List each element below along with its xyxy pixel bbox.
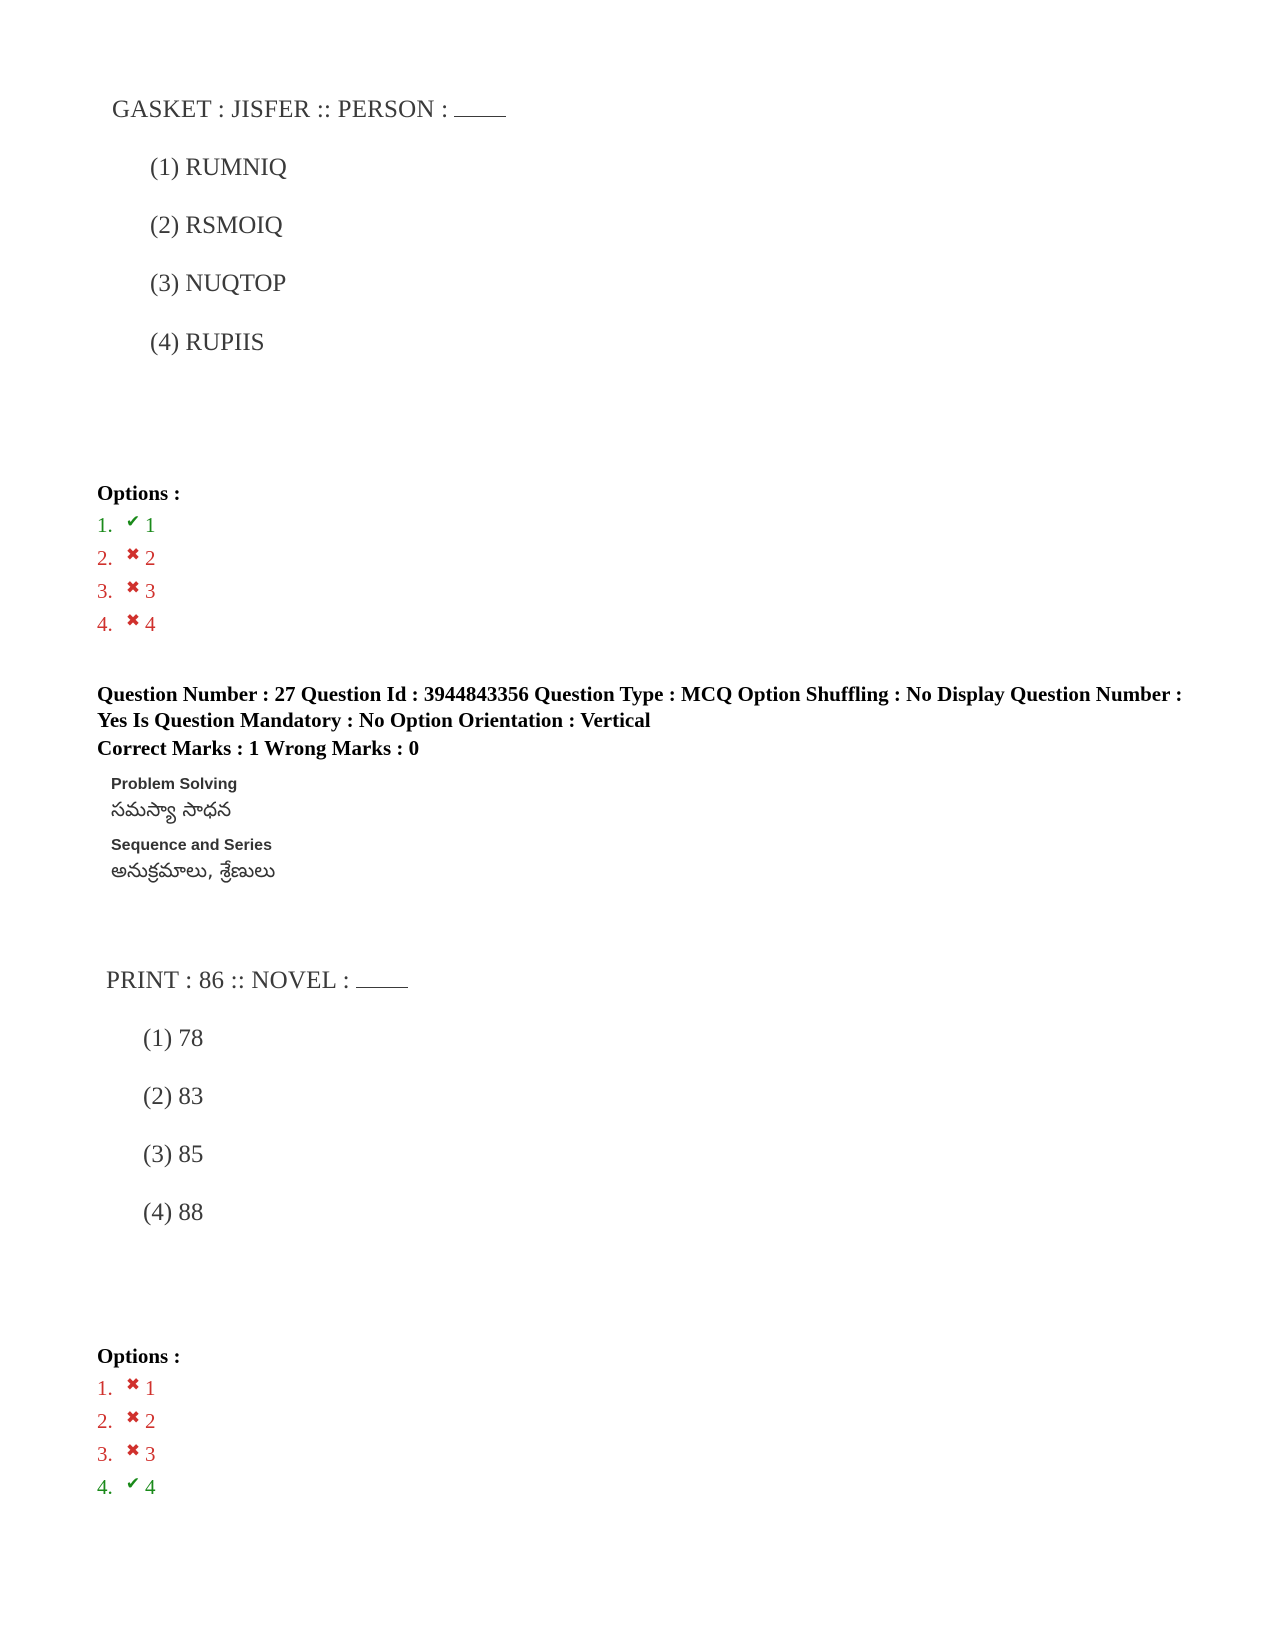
question-stem-text: GASKET : JISFER :: PERSON : bbox=[112, 96, 449, 123]
question-meta: Question Number : 27 Question Id : 3944843356 Question Type : MCQ Option Shuffling : No Display Question Number : Yes Is Question Mandatory : No Option Orientation : Vertical bbox=[97, 682, 1183, 732]
answer-value: 4 bbox=[145, 612, 156, 636]
answer-option bbox=[97, 1409, 156, 1434]
cross-icon: ✖ bbox=[125, 545, 141, 564]
answer-option bbox=[97, 579, 156, 604]
answer-option bbox=[97, 612, 156, 637]
answer-number: 2. bbox=[97, 1409, 113, 1433]
answer-blank bbox=[356, 967, 408, 988]
topic-telugu: సమస్యా సాధన bbox=[111, 797, 232, 821]
question-option: (4) RUPIIS bbox=[150, 329, 265, 356]
answer-value: 1 bbox=[145, 513, 156, 537]
check-icon: ✔ bbox=[125, 512, 141, 531]
question-stem bbox=[112, 96, 506, 124]
question-option: (4) 88 bbox=[143, 1199, 204, 1226]
answer-option bbox=[97, 513, 156, 538]
answer-value: 1 bbox=[145, 1376, 156, 1400]
cross-icon: ✖ bbox=[125, 578, 141, 597]
answer-blank bbox=[454, 96, 506, 117]
question-option: (3) 85 bbox=[143, 1141, 204, 1168]
answer-number: 4. bbox=[97, 1475, 113, 1499]
topic-title: Problem Solving bbox=[111, 776, 238, 793]
marks-line: Correct Marks : 1 Wrong Marks : 0 bbox=[97, 736, 420, 760]
question-option: (2) 83 bbox=[143, 1083, 204, 1110]
answer-number: 3. bbox=[97, 579, 113, 603]
answer-number: 1. bbox=[97, 513, 113, 537]
answer-value: 2 bbox=[145, 546, 156, 570]
answer-value: 4 bbox=[145, 1475, 156, 1499]
answer-number: 2. bbox=[97, 546, 113, 570]
answer-value: 2 bbox=[145, 1409, 156, 1433]
check-icon: ✔ bbox=[125, 1474, 141, 1493]
cross-icon: ✖ bbox=[125, 1375, 141, 1394]
subtopic-telugu: అనుక్రమాలు, శ్రేణులు bbox=[111, 858, 276, 882]
question-option: (1) 78 bbox=[143, 1025, 204, 1052]
cross-icon: ✖ bbox=[125, 1408, 141, 1427]
question-stem-text: PRINT : 86 :: NOVEL : bbox=[106, 967, 350, 994]
answer-option bbox=[97, 1376, 156, 1401]
question-option: (2) RSMOIQ bbox=[150, 212, 283, 239]
subtopic-title: Sequence and Series bbox=[111, 837, 272, 854]
options-heading: Options : bbox=[97, 1344, 181, 1368]
answer-number: 4. bbox=[97, 612, 113, 636]
answer-option bbox=[97, 1475, 156, 1500]
answer-option bbox=[97, 546, 156, 571]
answer-number: 3. bbox=[97, 1442, 113, 1466]
cross-icon: ✖ bbox=[125, 1441, 141, 1460]
answer-number: 1. bbox=[97, 1376, 113, 1400]
question-option: (3) NUQTOP bbox=[150, 270, 287, 297]
cross-icon: ✖ bbox=[125, 611, 141, 630]
answer-option bbox=[97, 1442, 156, 1467]
options-heading: Options : bbox=[97, 481, 181, 505]
answer-value: 3 bbox=[145, 579, 156, 603]
answer-value: 3 bbox=[145, 1442, 156, 1466]
question-option: (1) RUMNIQ bbox=[150, 154, 287, 181]
question-stem bbox=[106, 967, 408, 995]
